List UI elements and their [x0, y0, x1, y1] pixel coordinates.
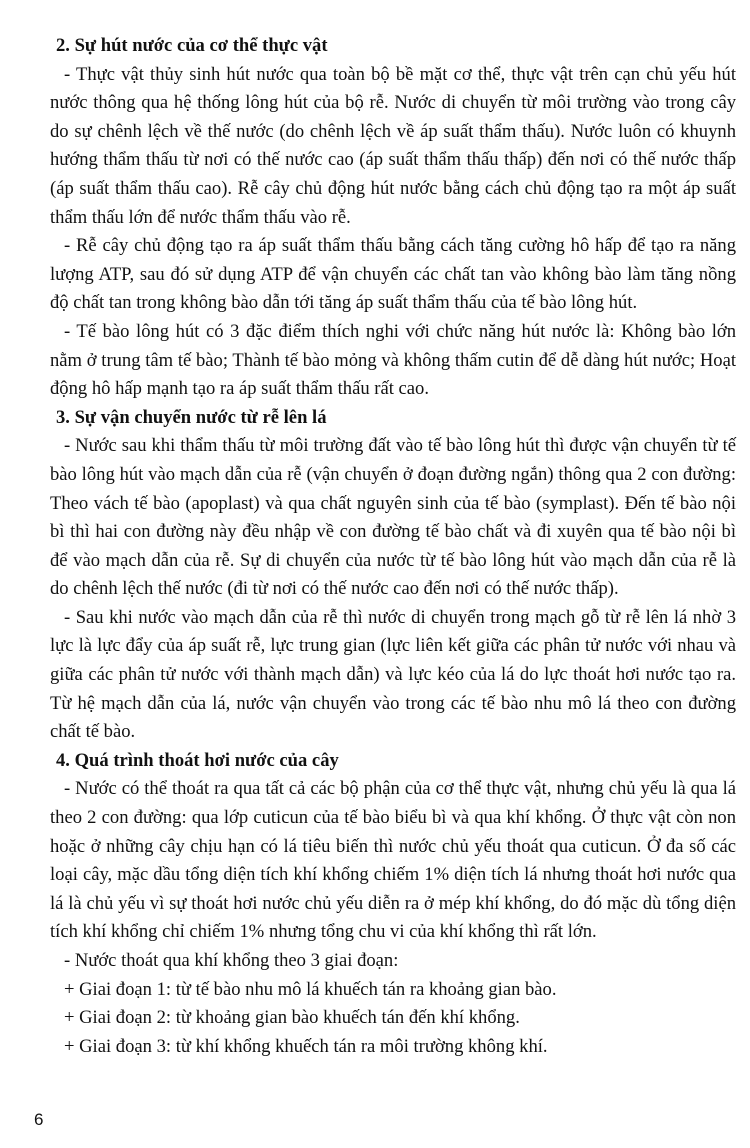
list-intro: - Nước thoát qua khí khổng theo 3 giai đoạn:: [64, 950, 399, 971]
section-heading: 4. Quá trình thoát hơi nước của cây: [56, 749, 339, 771]
paragraph: - Nước sau khi thẩm thấu từ môi trường đất vào tế bào lông hút thì được vận chuyển từ tế bào lông hút vào mạch dẫn của rễ (vận chuyển ở đoạn đường ngắn) thông qua 2 con đường: Theo vách tế bào (apoplast) và qua chất nguyên sinh của tế bào (symplast). Đến tế bào nội bì thì hai con đường này đều nhập về con đường tế bào chất và đi xuyên qua tế bào nội bì để vào mạch dẫn của rễ. Sự di chuyển của nước từ tế bào lông hút vào mạch dẫn của rễ là do chênh lệch thế nước (đi từ nơi có thế nước cao đến nơi có thế nước thấp).: [50, 435, 736, 600]
paragraph: - Sau khi nước vào mạch dẫn của rễ thì nước di chuyển trong mạch gỗ từ rễ lên lá nhờ 3 lực là lực đẩy của áp suất rễ, lực trung gian (lực liên kết giữa các phân tử nước với nhau và giữa các phân tử nước với thành mạch dẫn) và lực kéo của lá do lực thoát hơi nước tạo ra. Từ hệ mạch dẫn của lá, nước vận chuyển vào trong các tế bào nhu mô lá theo con đường chất tế bào.: [50, 606, 736, 743]
list-item: + Giai đoạn 3: từ khí khổng khuếch tán ra môi trường không khí.: [64, 1035, 548, 1057]
page-number: 6: [34, 1110, 44, 1129]
section-heading: 3. Sự vận chuyển nước từ rễ lên lá: [56, 406, 327, 428]
paragraph: - Nước có thể thoát ra qua tất cả các bộ phận của cơ thể thực vật, nhưng chủ yếu là qua lá theo 2 con đường: qua lớp cuticun của tế bào biểu bì và qua khí khổng. Ở thực vật còn non hoặc ở những cây chịu hạn có lá tiêu biến thì nước chủ yếu thoát qua cuticun. Ở đa số các loại cây, mặc dầu tổng diện tích khí khổng chiếm 1% diện tích lá nhưng thoát hơi nước qua lá là chủ yếu vì sự thoát hơi nước chủ yếu diễn ra ở mép khí khổng, do đó mặc dù tổng diện tích khí khổng chỉ chiếm 1% nhưng tổng chu vi của khí khổng thì rất lớn.: [50, 778, 736, 943]
paragraph: - Tế bào lông hút có 3 đặc điểm thích nghi với chức năng hút nước là: Không bào lớn nằm ở trung tâm tế bào; Thành tế bào mỏng và không thấm cutin để dễ dàng hút nước; Hoạt động hô hấp mạnh tạo ra áp suất thẩm thấu rất cao.: [50, 320, 736, 400]
section-heading: 2. Sự hút nước của cơ thể thực vật: [56, 35, 328, 56]
paragraph: - Rễ cây chủ động tạo ra áp suất thẩm thấu bằng cách tăng cường hô hấp để tạo ra năng lượng ATP, sau đó sử dụng ATP để vận chuyển các chất tan vào không bào làm tăng nồng độ chất tan trong không bào dẫn tới tăng áp suất thẩm thấu của tế bào lông hút.: [50, 235, 736, 314]
list-item: + Giai đoạn 1: từ tế bào nhu mô lá khuếch tán ra khoảng gian bào.: [64, 978, 557, 1000]
list-item: + Giai đoạn 2: từ khoảng gian bào khuếch tán đến khí khổng.: [64, 1007, 520, 1029]
page-content: [50, 32, 736, 1061]
paragraph: - Thực vật thủy sinh hút nước qua toàn bộ bề mặt cơ thể, thực vật trên cạn chủ yếu hút nước thông qua hệ thống lông hút của bộ rễ. Nước di chuyển từ môi trường vào trong cây do sự chênh lệch về thế nước (do chênh lệch về áp suất thẩm thấu). Nước luôn có khuynh hướng thẩm thấu từ nơi có thế nước cao (áp suất thẩm thấu thấp) đến nơi có thế nước thấp (áp suất thẩm thấu cao). Rễ cây chủ động hút nước bằng cách chủ động tạo ra một áp suất thẩm thấu lớn để nước thẩm thấu vào rễ.: [50, 63, 736, 228]
